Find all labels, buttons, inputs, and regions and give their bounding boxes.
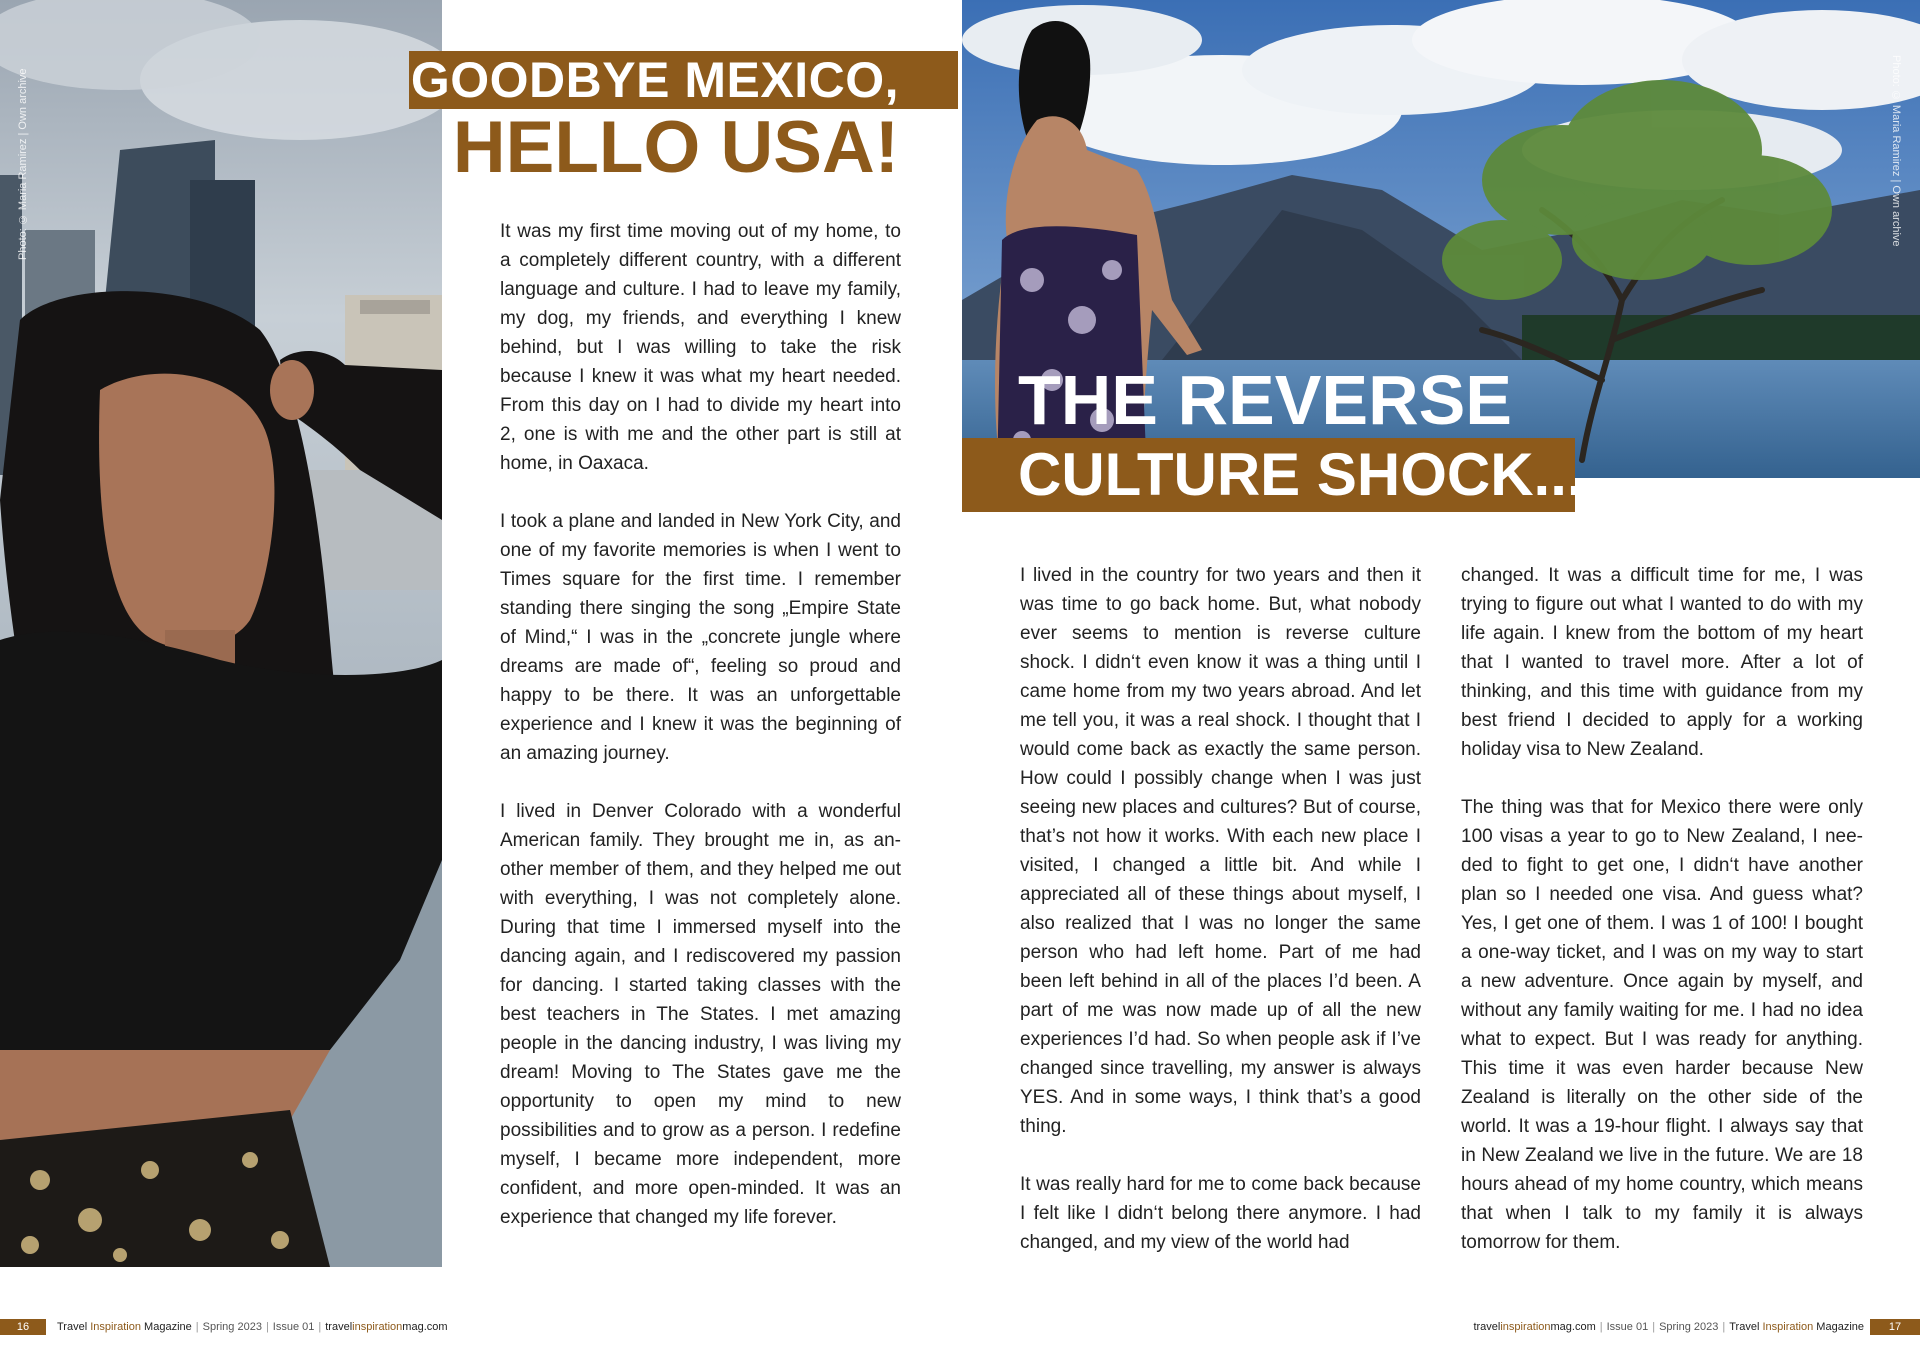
paragraph: changed. It was a difficult time for me, I was trying to figure out what I wanted to do with my life again. I knew from the bottom of my heart that I wanted to travel more. After a lot of thinking, and this time with guidance from my best friend I decided to apply for a working holiday visa to New Zealand. [1461, 565, 1863, 760]
footer-site-pre[interactable]: travel [1473, 1321, 1501, 1333]
footer-site-post[interactable]: mag.com [402, 1321, 448, 1333]
paragraph: The thing was that for Mexico there were only 100 visas a year to go to New Zealand, I needed to fight to get one, I didn‘t have another plan so I needed one visa. And guess what? Yes, I get one of them. I was 1 of 100! I bought a one-way ticket, and I was on my way to start a new adventure. Once again by myself, and without any family waiting for me. I had no idea what to expect. But I was ready for anything. This time it was even harder because New Zealand is literally on the other side of the world. It was a 19-hour flight. I always say that in New Zealand we live in the future. We are 18 hours ahead of my home country, which means that when I talk to my family it is always tomorrow for them. [1461, 797, 1863, 1253]
article-column-middle [1020, 561, 1421, 1257]
footer-issue: Issue 01 [272, 1321, 315, 1333]
footer-season: Spring 2023 [1659, 1321, 1719, 1333]
footer-site-pre[interactable]: travel [325, 1321, 353, 1333]
photo-credit-left: Photo: © Maria Ramirez | Own archive [17, 68, 29, 260]
paragraph: It was my first time moving out of my home, to a completely different country, with a different language and culture. I had to leave my family, my dog, my friends, and everything I knew behind, but I was willing to take the risk because I knew it was what my heart needed. From this day on I had to divide my heart into 2, one is with me and the other part is still at home, in Oaxaca. [500, 221, 901, 474]
footer-magazine-accent: Inspiration [1762, 1321, 1814, 1333]
title-goodbye-mexico: GOODBYE MEXICO, [410, 52, 899, 108]
paragraph: It was really hard for me to come back because I felt like I didn‘t belong there anymore. I had changed, and my view of the world had [1020, 1174, 1421, 1253]
title-hello-usa: HELLO USA! [452, 107, 899, 188]
left-photo [0, 0, 442, 1267]
paragraph: I lived in Denver Colorado with a wonderful American family. They brought me in, as another member of them, and they helped me out with everything, I was not completely alone. During that time I immersed myself into the dancing again, and I rediscovered my passion for dancing. I started taking classes with the best teachers in The States. I met amazing people in the dancing industry, I was living my dream! Moving to The States gave me the opportunity to open my mind to new possibilities and to grow as a person. I redefine myself, I became more independent, more confident, and more open-minded. It was an experience that changed my life forever. [500, 801, 901, 1228]
page-number-right: 17 [1870, 1319, 1920, 1335]
footer-magazine-rest: Magazine [144, 1321, 192, 1333]
page-number-left: 16 [0, 1319, 46, 1335]
left-photo-illustration [0, 0, 442, 1267]
footer-magazine-brand: Travel [57, 1321, 88, 1333]
footer-site-accent[interactable]: inspiration [1500, 1321, 1551, 1333]
footer-magazine-rest: Magazine [1816, 1321, 1864, 1333]
paragraph: I lived in the country for two years and then it was time to go back home. But, what nobody ever seems to mention is reverse culture shock. I didn‘t even know it was a thing until I came home from my two years abroad. And let me tell you, it was a real shock. I thought that I would come back as exactly the same person. How could I possibly change when I was just seeing new places and cultures? But of course, that’s not how it works. With each new place I visited, I changed a little bit. And while I appreciated all of these things about myself, I also realized that I was no longer the same person who had left home. Part of me had been left behind in all of the places I’d been. A part of me was now made up of all the new experiences I’d had. So when people ask if I’ve changed since travelling, my answer is always YES. And in some ways, I think that’s a good thing. [1020, 565, 1421, 1137]
footer-season: Spring 2023 [202, 1321, 262, 1333]
footer-left: Travel Inspiration Magazine | Spring 2023 | Issue 01 | travelinspirationmag.com [57, 1321, 448, 1333]
footer-right: travelinspirationmag.com | Issue 01 | Spring 2023 | Travel Inspiration Magazine [1473, 1321, 1864, 1333]
title-the-reverse: THE REVERSE [1018, 361, 1512, 439]
footer-magazine-accent: Inspiration [90, 1321, 141, 1333]
footer-magazine-brand: Travel [1729, 1321, 1760, 1333]
footer-site-post[interactable]: mag.com [1550, 1321, 1596, 1333]
article-column-right [1461, 561, 1863, 1257]
footer-issue: Issue 01 [1606, 1321, 1649, 1333]
footer-site-accent[interactable]: inspiration [352, 1321, 403, 1333]
paragraph: I took a plane and landed in New York City, and one of my favorite memories is when I went to Times square for the first time. I remember standing there singing the song „Empire State of Mind,“ I was in the „concrete jungle where dreams are made of“, feeling so proud and happy to be there. It was an unforgettable experience and I knew it was the beginning of an amazing journey. [500, 511, 901, 764]
photo-credit-right: Photo: © Maria Ramirez | Own archive [1890, 55, 1902, 247]
title-culture-shock: CULTURE SHOCK... [1018, 441, 1584, 508]
article-column-left [500, 217, 901, 1232]
